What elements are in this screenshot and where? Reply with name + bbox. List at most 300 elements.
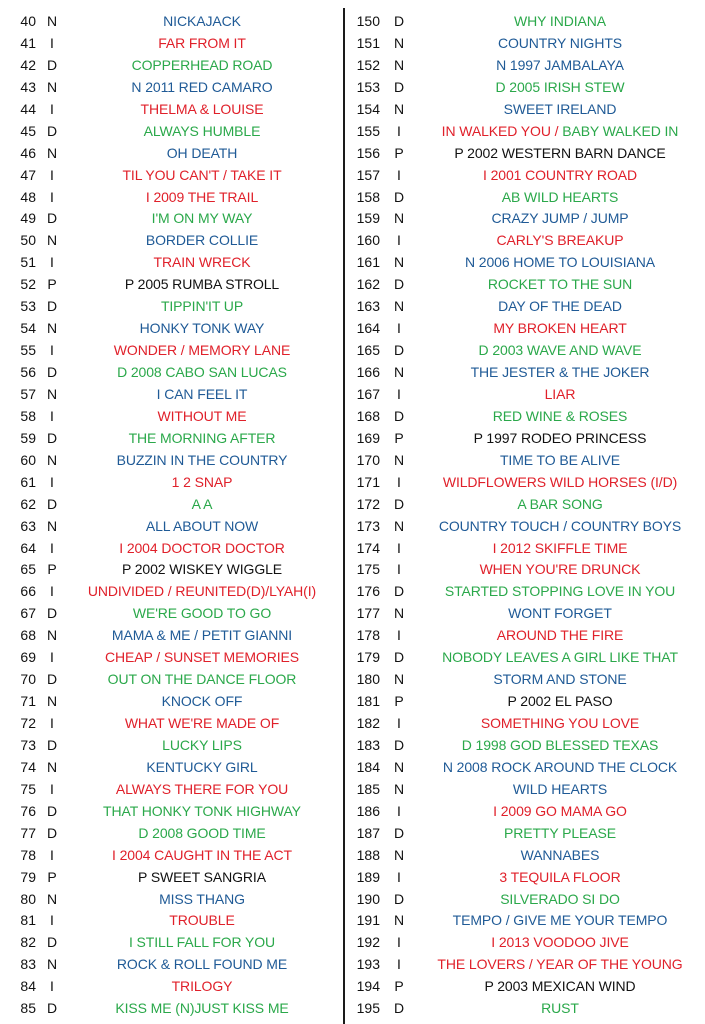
dance-title-text: MISS THANG [159, 890, 245, 907]
dance-title [62, 121, 342, 143]
list-item [0, 867, 343, 889]
dance-number: 73 [20, 736, 36, 753]
dance-title-text: RUST [541, 1000, 579, 1017]
level-code: D [46, 429, 58, 446]
level-code: P [394, 978, 404, 995]
level-code: N [393, 56, 405, 73]
list-item [346, 428, 705, 450]
list-item [346, 55, 705, 77]
dance-number: 194 [356, 978, 380, 995]
dance-title-text: I CAN FEEL IT [156, 385, 248, 402]
level-code: I [50, 780, 54, 797]
dance-title-text: COUNTRY NIGHTS [497, 34, 623, 51]
dance-number: 62 [20, 495, 36, 512]
dance-number: 75 [20, 780, 36, 797]
dance-title-text: SOMETHING YOU LOVE [480, 715, 640, 731]
list-item [0, 208, 343, 230]
list-item [0, 603, 343, 625]
dance-title-text: WILD HEARTS [512, 780, 608, 797]
dance-number: 184 [356, 758, 380, 775]
dance-title [416, 208, 704, 230]
dance-title-text: LUCKY LIPS [162, 736, 242, 753]
dance-number: 42 [20, 56, 36, 73]
dance-title-text: BUZZIN IN THE COUNTRY [116, 451, 288, 468]
dance-title [62, 823, 342, 845]
dance-number: 41 [20, 34, 36, 51]
dance-title-text: ROCK & ROLL FOUND ME [116, 956, 288, 973]
dance-title-text: WILDFLOWERS WILD HORSES (I/D) [442, 473, 678, 490]
dance-title-text: P 2002 EL PASO [507, 693, 613, 710]
dance-number: 195 [356, 1000, 380, 1017]
level-code: I [50, 407, 54, 424]
dance-number: 190 [356, 890, 380, 907]
dance-number: 154 [356, 100, 380, 117]
dance-title [62, 362, 342, 384]
dance-title-text: WE'RE GOOD TO GO [132, 605, 272, 622]
list-item [346, 318, 705, 340]
dance-title-text: D 2003 WAVE AND WAVE [478, 342, 642, 359]
level-code: I [50, 254, 54, 271]
dance-title [416, 932, 704, 954]
dance-title-text: I 2012 SKIFFLE TIME [492, 539, 628, 556]
level-code: N [46, 385, 58, 402]
dance-title [62, 208, 342, 230]
dance-title [416, 954, 704, 976]
level-code: N [393, 100, 405, 117]
list-item [346, 11, 705, 33]
dance-title [416, 230, 704, 252]
level-code: D [393, 736, 405, 753]
dance-title [62, 998, 342, 1020]
dance-number: 169 [356, 429, 380, 446]
list-item [346, 581, 705, 603]
level-code: I [50, 978, 54, 995]
dance-number: 83 [20, 956, 36, 973]
dance-title-text: BORDER COLLIE [145, 232, 259, 249]
dance-title-text: P 2002 WESTERN BARN DANCE [454, 144, 666, 161]
dance-title [416, 296, 704, 318]
list-item [346, 230, 705, 252]
dance-number: 192 [356, 934, 380, 951]
dance-number: 177 [356, 605, 380, 622]
list-item [0, 362, 343, 384]
level-code: N [393, 671, 405, 688]
dance-title-text: PRETTY PLEASE [503, 824, 617, 841]
dance-title-text: WITHOUT ME [157, 407, 247, 424]
dance-title-text: TEMPO / GIVE ME YOUR TEMPO [452, 912, 668, 929]
list-item [346, 384, 705, 406]
dance-number: 170 [356, 451, 380, 468]
dance-number: 79 [20, 868, 36, 885]
dance-number: 193 [356, 956, 380, 973]
dance-title-text: THE JESTER & THE JOKER [470, 364, 650, 380]
level-code: N [393, 210, 405, 227]
dance-title-text: P SWEET SANGRIA [138, 868, 266, 885]
dance-title-text: OH DEATH [166, 144, 238, 161]
level-code: I [397, 166, 401, 183]
list-item [346, 823, 705, 845]
dance-title-text: OUT ON THE DANCE FLOOR [107, 671, 297, 688]
dance-title-text: TIME TO BE ALIVE [499, 451, 621, 468]
dance-number: 188 [356, 846, 380, 863]
dance-title [416, 801, 704, 823]
list-item [346, 647, 705, 669]
dance-title-text: TIL YOU CAN'T / TAKE IT [122, 166, 282, 183]
level-code: I [397, 320, 401, 337]
dance-title-text: I 2009 THE TRAIL [145, 188, 259, 205]
dance-number: 152 [356, 56, 380, 73]
dance-number: 167 [356, 385, 380, 402]
level-code: I [50, 188, 54, 205]
dance-number: 171 [356, 473, 380, 490]
dance-title-text: IN WALKED YOU / [441, 122, 563, 139]
level-code: D [46, 210, 58, 227]
level-code: I [397, 232, 401, 249]
dance-title [62, 889, 342, 911]
dance-number: 52 [20, 276, 36, 293]
dance-number: 64 [20, 539, 36, 556]
dance-number: 183 [356, 736, 380, 753]
dance-number: 155 [356, 122, 380, 139]
dance-number: 160 [356, 232, 380, 249]
dance-title [416, 998, 704, 1020]
list-item [0, 318, 343, 340]
list-item [0, 77, 343, 99]
list-item [0, 143, 343, 165]
dance-title [416, 713, 704, 735]
level-code: N [46, 693, 58, 710]
dance-title-text: TIPPIN'IT UP [160, 298, 244, 315]
dance-number: 56 [20, 364, 36, 380]
list-item [0, 450, 343, 472]
dance-title [416, 362, 704, 384]
dance-number: 162 [356, 276, 380, 293]
dance-title [416, 340, 704, 362]
level-code: N [46, 78, 58, 95]
dance-title [62, 625, 342, 647]
list-item [346, 889, 705, 911]
level-code: P [394, 693, 404, 710]
list-item [0, 165, 343, 187]
list-item [0, 823, 343, 845]
dance-number: 157 [356, 166, 380, 183]
list-item [0, 274, 343, 296]
list-item [0, 757, 343, 779]
dance-title [416, 472, 704, 494]
level-code: I [397, 868, 401, 885]
level-code: D [393, 583, 405, 600]
dance-title [62, 55, 342, 77]
list-item [346, 735, 705, 757]
list-item [346, 296, 705, 318]
dance-title-text: SILVERADO SI DO [500, 890, 620, 907]
level-code: D [46, 364, 58, 380]
dance-title-text: I 2013 VOODOO JIVE [491, 934, 629, 951]
list-item [0, 625, 343, 647]
dance-title-text: KNOCK OFF [161, 693, 243, 710]
level-code: N [393, 254, 405, 271]
level-code: D [46, 802, 58, 819]
dance-number: 66 [20, 583, 36, 600]
level-code: N [46, 451, 58, 468]
dance-title [62, 33, 342, 55]
list-item [346, 932, 705, 954]
dance-title-text: CHEAP / SUNSET MEMORIES [104, 649, 299, 666]
dance-number: 172 [356, 495, 380, 512]
level-code: D [46, 298, 58, 315]
level-code: N [46, 517, 58, 534]
list-item [346, 252, 705, 274]
level-code: D [46, 122, 58, 139]
dance-number: 185 [356, 780, 380, 797]
dance-number: 181 [356, 693, 380, 710]
level-code: I [397, 122, 401, 139]
dance-title [416, 494, 704, 516]
dance-title [62, 516, 342, 538]
dance-title [62, 603, 342, 625]
list-item [346, 998, 705, 1020]
dance-title [62, 11, 342, 33]
list-item [0, 889, 343, 911]
level-code: I [50, 539, 54, 556]
dance-number: 46 [20, 144, 36, 161]
list-item [0, 33, 343, 55]
dance-title [62, 779, 342, 801]
level-code: N [393, 912, 405, 929]
dance-title [62, 384, 342, 406]
list-item [346, 121, 705, 143]
dance-title [62, 143, 342, 165]
level-code: D [393, 1000, 405, 1017]
dance-number: 81 [20, 912, 36, 929]
level-code: I [50, 342, 54, 359]
dance-title-text: THELMA & LOUISE [140, 100, 264, 117]
dance-number: 55 [20, 342, 36, 359]
dance-title [416, 121, 704, 143]
dance-title-text: WONT FORGET [508, 605, 612, 622]
dance-number: 63 [20, 517, 36, 534]
dance-number: 65 [20, 561, 36, 578]
dance-title [416, 976, 704, 998]
dance-title-text: COPPERHEAD ROAD [131, 56, 273, 73]
dance-title [62, 494, 342, 516]
level-code: N [46, 320, 58, 337]
dance-title [416, 691, 704, 713]
level-code: D [393, 824, 405, 841]
list-item [0, 187, 343, 209]
list-item [346, 494, 705, 516]
dance-title-text: D 2008 GOOD TIME [138, 824, 266, 841]
level-code: N [393, 780, 405, 797]
dance-title [62, 713, 342, 735]
dance-number: 51 [20, 254, 36, 271]
dance-title-text: I 2004 DOCTOR DOCTOR [119, 539, 285, 556]
list-item [0, 99, 343, 121]
dance-title [62, 274, 342, 296]
dance-title-text: THE MORNING AFTER [128, 429, 276, 446]
dance-title-text: STORM AND STONE [493, 671, 627, 688]
level-code: N [393, 34, 405, 51]
dance-title [416, 77, 704, 99]
list-item [0, 691, 343, 713]
dance-number: 77 [20, 824, 36, 841]
dance-number: 78 [20, 846, 36, 863]
dance-list-left-column [0, 11, 343, 1020]
dance-title-text: WHAT WE'RE MADE OF [124, 715, 280, 731]
list-item [346, 165, 705, 187]
list-item [0, 428, 343, 450]
dance-title [416, 625, 704, 647]
dance-number: 176 [356, 583, 380, 600]
list-item [0, 494, 343, 516]
dance-title-text: CARLY'S BREAKUP [496, 232, 624, 249]
dance-title-text: AROUND THE FIRE [496, 627, 624, 644]
dance-number: 84 [20, 978, 36, 995]
dance-title [62, 187, 342, 209]
list-item [346, 779, 705, 801]
dance-title [416, 318, 704, 340]
dance-title [62, 406, 342, 428]
dance-title-text: ALWAYS THERE FOR YOU [115, 780, 289, 797]
level-code: D [393, 407, 405, 424]
list-item [346, 845, 705, 867]
dance-title-text: N 2006 HOME TO LOUISIANA [464, 254, 656, 271]
dance-title [416, 406, 704, 428]
level-code: N [46, 232, 58, 249]
list-item [346, 801, 705, 823]
list-item [0, 252, 343, 274]
dance-number: 71 [20, 693, 36, 710]
level-code: D [46, 736, 58, 753]
list-item [0, 581, 343, 603]
dance-number: 166 [356, 364, 380, 380]
dance-title-text: KENTUCKY GIRL [146, 758, 258, 775]
list-item [346, 187, 705, 209]
dance-title [416, 428, 704, 450]
dance-title-text: FAR FROM IT [158, 34, 246, 51]
level-code: N [393, 298, 405, 315]
level-code: I [397, 627, 401, 644]
dance-title-text: I 2004 CAUGHT IN THE ACT [112, 846, 292, 863]
dance-title [416, 889, 704, 911]
list-item [0, 340, 343, 362]
list-item [346, 516, 705, 538]
list-item [346, 976, 705, 998]
dance-title [62, 910, 342, 932]
dance-title [416, 779, 704, 801]
list-item [0, 954, 343, 976]
dance-title [62, 165, 342, 187]
dance-title-text: N 2008 ROCK AROUND THE CLOCK [442, 758, 678, 775]
list-item [0, 998, 343, 1020]
dance-title [416, 143, 704, 165]
dance-title [416, 55, 704, 77]
dance-title [62, 845, 342, 867]
dance-title-text: P 1997 RODEO PRINCESS [473, 429, 647, 446]
level-code: P [394, 144, 404, 161]
dance-number: 74 [20, 758, 36, 775]
list-item [346, 538, 705, 560]
list-item [346, 669, 705, 691]
dance-number: 189 [356, 868, 380, 885]
dance-title-text: STARTED STOPPING LOVE IN YOU [444, 583, 676, 600]
level-code: I [397, 802, 401, 819]
list-item [0, 713, 343, 735]
dance-title [416, 823, 704, 845]
level-code: I [50, 715, 54, 731]
dance-number: 180 [356, 671, 380, 688]
dance-number: 43 [20, 78, 36, 95]
list-item [0, 538, 343, 560]
dance-title [62, 691, 342, 713]
level-code: D [393, 78, 405, 95]
list-item [0, 932, 343, 954]
level-code: I [50, 846, 54, 863]
dance-number: 49 [20, 210, 36, 227]
dance-title [416, 845, 704, 867]
level-code: P [47, 276, 57, 293]
dance-title-text: MY BROKEN HEART [493, 320, 627, 337]
list-item [346, 867, 705, 889]
list-item [0, 11, 343, 33]
level-code: I [50, 583, 54, 600]
dance-number: 168 [356, 407, 380, 424]
dance-number: 165 [356, 342, 380, 359]
dance-number: 67 [20, 605, 36, 622]
list-item [0, 779, 343, 801]
level-code: N [46, 890, 58, 907]
level-code: D [46, 495, 58, 512]
level-code: D [393, 495, 405, 512]
dance-title [416, 252, 704, 274]
dance-title [62, 538, 342, 560]
dance-number: 150 [356, 13, 380, 29]
dance-number: 70 [20, 671, 36, 688]
level-code: I [50, 34, 54, 51]
dance-title-text: THAT HONKY TONK HIGHWAY [103, 802, 301, 819]
dance-number: 40 [20, 13, 36, 29]
dance-title [416, 757, 704, 779]
dance-title-text: UNDIVIDED / REUNITED(D)/LYAH(I) [87, 583, 317, 600]
level-code: N [393, 605, 405, 622]
dance-number: 85 [20, 1000, 36, 1017]
list-item [346, 910, 705, 932]
dance-title-text: D 1998 GOD BLESSED TEXAS [461, 736, 659, 753]
list-item [0, 801, 343, 823]
dance-title [62, 230, 342, 252]
list-item [346, 274, 705, 296]
level-code: I [50, 100, 54, 117]
level-code: I [50, 473, 54, 490]
dance-title-text: D 2008 CABO SAN LUCAS [117, 364, 287, 380]
dance-number: 58 [20, 407, 36, 424]
level-code: D [46, 671, 58, 688]
dance-title-text: I'M ON MY WAY [151, 210, 253, 227]
dance-title-text: NICKAJACK [163, 13, 241, 29]
dance-title [62, 472, 342, 494]
level-code: I [397, 934, 401, 951]
dance-number: 158 [356, 188, 380, 205]
level-code: P [47, 561, 57, 578]
dance-number: 50 [20, 232, 36, 249]
dance-number: 57 [20, 385, 36, 402]
dance-title [416, 187, 704, 209]
list-item [346, 450, 705, 472]
dance-title [62, 340, 342, 362]
dance-title [62, 99, 342, 121]
level-code: D [46, 934, 58, 951]
dance-number: 182 [356, 715, 380, 731]
